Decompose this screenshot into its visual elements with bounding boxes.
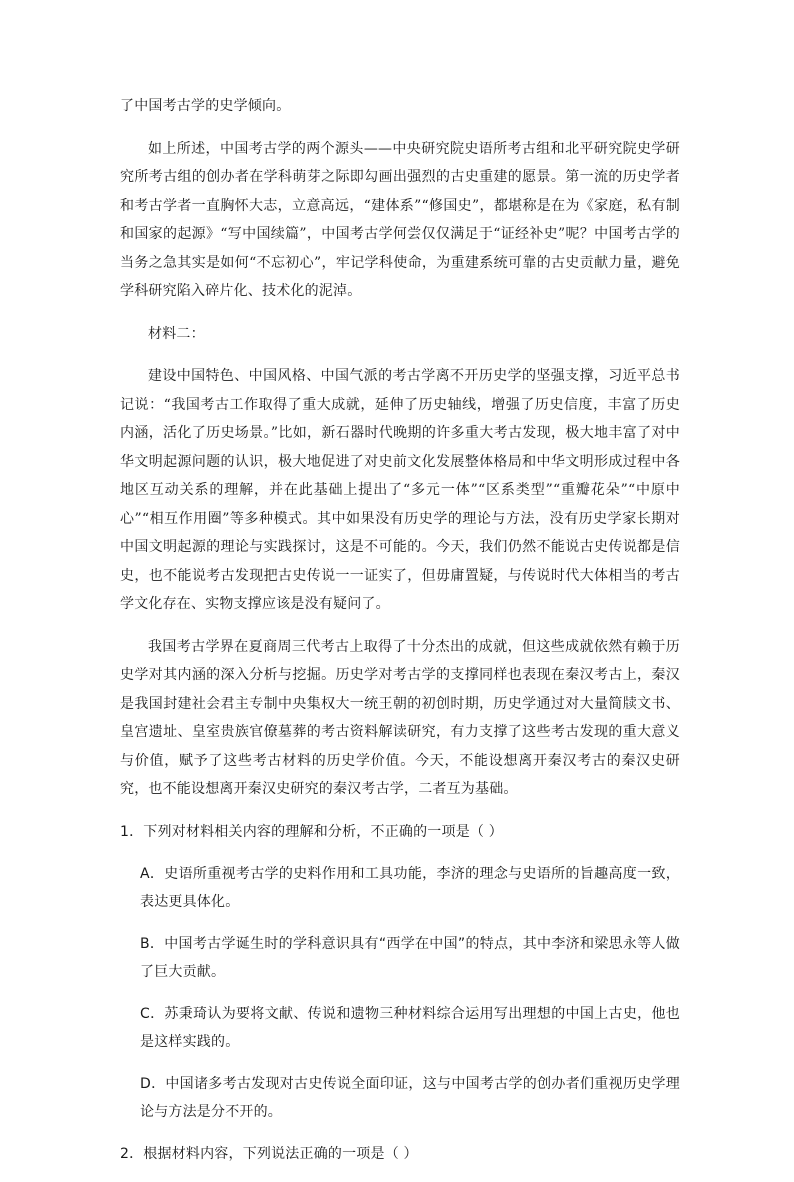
question-1-stem: 1．下列对材料相关内容的理解和分析，不正确的一项是（ ） — [120, 823, 503, 840]
material-label: 材料二： — [148, 325, 205, 342]
question-1-option-a: A．史语所重视考古学的史料作用和工具功能，李济的理念与史语所的旨趣高度一致，表达更具体化。 — [140, 865, 680, 910]
passage-paragraph: 建设中国特色、中国风格、中国气派的考古学离不开历史学的坚强支撑，习近平总书记说：“我国考古工作取得了重大成就，延伸了历史轴线，增强了历史信度，丰富了历史内涵，活化了历史场景。”比如，新石器时代晚期的许多重大考古发现，极大地丰富了对中华文明起源问题的认识，极大地促进了对史前文化发展整体格局和中华文明形成过程中各地区互动关系的理解，并在此基础上提出了“多元一体”“区系类型”“重瓣花朵”“中原中心”“相互作用圈”等多种模式。其中如果没有历史学的理论与方法，没有历史学家长期对中国文明起源的理论与实践探讨，这是不可能的。今天，我们仍然不能说古史传说都是信史，也不能说考古发现把古史传说一一证实了，但毋庸置疑，与传说时代大体相当的考古学文化存在、实物支撑应该是没有疑问了。 — [120, 368, 680, 612]
document-body — [120, 92, 680, 1182]
passage-paragraph: 如上所述，中国考古学的两个源头——中央研究院史语所考古组和北平研究院史学研究所考古组的创办者在学科萌芽之际即勾画出强烈的古史重建的愿景。第一流的历史学者和考古学者一直胸怀大志，立意高远，“建体系”“修国史”，都堪称是在为《家庭，私有制和国家的起源》“写中国续篇”，中国考古学何尝仅仅满足于“证经补史”呢？中国考古学的当务之急其实是如何“不忘初心”，牢记学科使命，为重建系统可靠的古史贡献力量，避免学科研究陷入碎片化、技术化的泥淖。 — [120, 140, 680, 299]
question-1-option-b: B．中国考古学诞生时的学科意识具有“西学在中国”的特点，其中李济和梁思永等人做了巨大贡献。 — [140, 935, 680, 980]
passage-paragraph: 我国考古学界在夏商周三代考古上取得了十分杰出的成就，但这些成就依然有赖于历史学对其内涵的深入分析与挖掘。历史学对考古学的支撑同样也表现在秦汉考古上，秦汉是我国封建社会君主专制中央集权大一统王朝的初创时期，历史学通过对大量简牍文书、皇宫遗址、皇室贵族官僚墓葬的考古资料解读研究，有力支撑了这些考古发现的重大意义与价值，赋予了这些考古材料的历史学价值。今天，不能设想离开秦汉考古的秦汉史研究，也不能设想离开秦汉史研究的秦汉考古学，二者互为基础。 — [120, 638, 680, 797]
passage-continuation: 了中国考古学的史学倾向。 — [120, 98, 291, 114]
question-1-option-c: C．苏秉琦认为要将文献、传说和遗物三种材料综合运用写出理想的中国上古史，他也是这样实践的。 — [140, 1005, 680, 1050]
question-2-stem: 2．根据材料内容，下列说法正确的一项是（ ） — [120, 1145, 418, 1162]
question-1-option-d: D．中国诸多考古发现对古史传说全面印证，这与中国考古学的创办者们重视历史学理论与方法是分不开的。 — [140, 1075, 680, 1120]
